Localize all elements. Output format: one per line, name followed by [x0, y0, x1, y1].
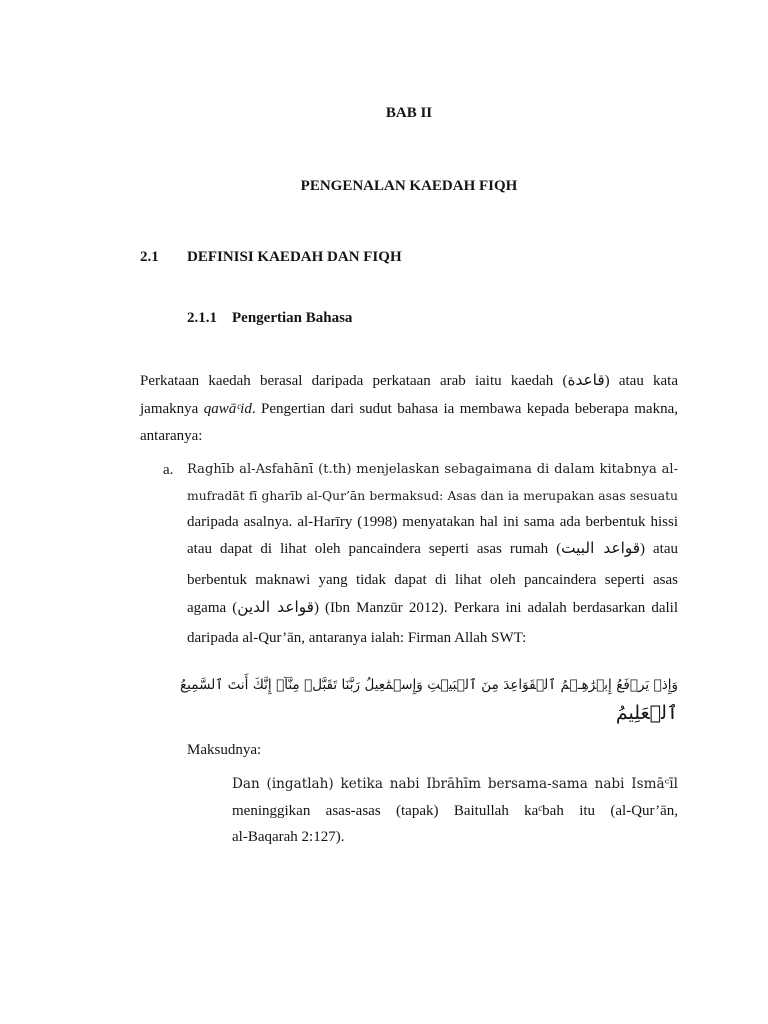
section-number: 2.1 [140, 249, 159, 265]
item-a-line-5: berbentuk maknawi yang tidak dapat di lihat oleh pancaindera seperti asas [187, 572, 678, 588]
item-a-line-6 [187, 597, 678, 619]
intro-line-3: antaranya: [140, 428, 203, 444]
item-a-line-6-tail: ) (Ibn Manzūr 2012). Perkara ini adalah berdasarkan dalil [313, 600, 679, 616]
translation-line-3: al-Baqarah 2:127). [232, 829, 345, 845]
intro-line-2-text: jamaknya [140, 401, 204, 417]
item-a-line-1: Raghīb al-Asfahānī (t.th) menjelaskan sebagaimana di dalam kitabnya al- [187, 462, 678, 477]
item-a-line-4 [187, 538, 678, 560]
subsection-number: 2.1.1 [187, 310, 217, 326]
translation-line-2: meninggikan asas-asas (tapak) Baitullah kaᶜbah itu (al-Qur’ān, [232, 803, 678, 819]
chapter-label: BAB II [385, 105, 433, 121]
arabic-term-qawaid-al-din: قواعد الدين [237, 598, 314, 616]
italic-term-qawaid: qawāᶜid [203, 401, 252, 417]
item-a-line-6-text: agama ( [187, 600, 238, 616]
verse-line-1: وَإِذۡ يَرۡفَعُ إِبۡرَٰهِـۧمُ ٱلۡقَوَاعِدَ مِنَ ٱلۡبَيۡتِ وَإِسۡمَٰعِيلُ رَبَّنَا تَقَبَّلۡ مِنَّآۖ إِنَّكَ أَنتَ ٱلسَّمِيعُ [180, 677, 678, 693]
arabic-term-qaidah: قاعدة [567, 371, 605, 389]
verse-line-2: ٱلۡعَلِيمُ [615, 702, 678, 724]
arabic-term-qawaid-al-bayt: قواعد البيت [561, 539, 641, 557]
intro-line-1-text: Perkataan kaedah berasal daripada perkataan arab iaitu kaedah ( [140, 373, 568, 389]
chapter-title: PENGENALAN KAEDAH FIQH [300, 178, 518, 194]
item-a-line-2: mufradāt fī gharīb al-Qur’ān bermaksud: Asas dan ia merupakan asas sesuatu [187, 489, 678, 503]
item-a-line-4-tail: ) atau [640, 541, 678, 557]
intro-line-2 [140, 398, 678, 420]
intro-line-2-tail: . Pengertian dari sudut bahasa ia membawa kepada beberapa makna, [251, 401, 678, 417]
intro-line-1 [140, 370, 678, 392]
list-marker-a: a. [163, 462, 174, 478]
intro-line-1-tail: ) atau kata [604, 373, 679, 389]
translation-label: Maksudnya: [187, 742, 262, 758]
item-a-line-7: daripada al-Qur’ān, antaranya ialah: Firman Allah SWT: [187, 630, 527, 646]
section-title: DEFINISI KAEDAH DAN FIQH [187, 249, 402, 265]
item-a-line-3: daripada asalnya. al-Harīry (1998) menyatakan hal ini sama ada berbentuk hissi [187, 514, 678, 530]
subsection-title: Pengertian Bahasa [232, 310, 353, 326]
translation-line-1: Dan (ingatlah) ketika nabi Ibrāhīm bersama-sama nabi Ismāᶜīl [232, 776, 678, 792]
item-a-line-4-text: atau dapat di lihat oleh pancaindera seperti asas rumah ( [187, 541, 562, 557]
